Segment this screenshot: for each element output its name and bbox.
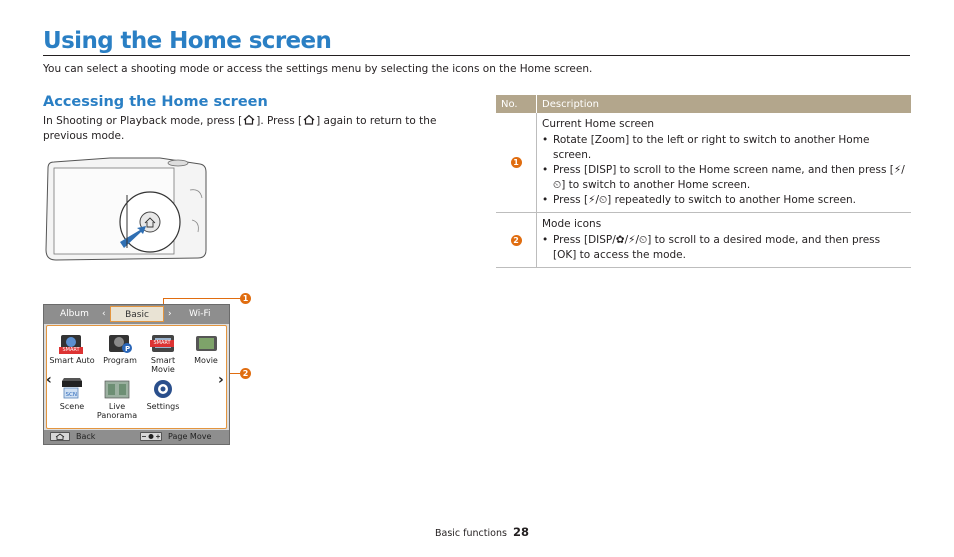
movie-icon xyxy=(193,332,219,354)
smart-auto-icon xyxy=(59,332,85,354)
live-panorama-icon xyxy=(104,378,130,400)
list-item: • Press [DISP] to scroll to the Home screen name, and then press [⚡/⏲] to switch to another Home screen. xyxy=(542,163,906,193)
callout-1-line xyxy=(163,298,241,299)
tab-basic: Basic xyxy=(125,310,149,320)
section-text-after: ] again to return to the previous mode. xyxy=(43,115,437,142)
row-title: Current Home screen xyxy=(542,118,655,130)
chevron-left-icon: ‹ xyxy=(102,309,106,319)
mode-label: Smart Auto xyxy=(49,356,95,365)
mode-label: Program xyxy=(103,356,137,365)
page-number: 28 xyxy=(512,525,529,539)
callout-1-badge: 1 xyxy=(511,157,522,168)
mode-label: Movie xyxy=(194,356,218,365)
page-footer xyxy=(435,525,529,541)
intro-text: You can select a shooting mode or access the settings menu by selecting the icons on the Home screen. xyxy=(43,63,593,75)
home-key-icon xyxy=(50,432,70,441)
program-icon xyxy=(107,332,133,354)
list-item: • Press [⚡/⏲] repeatedly to switch to another Home screen. xyxy=(542,193,906,208)
table-row xyxy=(496,213,911,268)
table-row-number xyxy=(496,213,537,268)
page-title: Using the Home screen xyxy=(43,28,332,54)
footer-section: Basic functions xyxy=(435,528,507,539)
screen-footer-bar xyxy=(44,430,229,444)
section-title: Accessing the Home screen xyxy=(43,94,268,110)
svg-text:P: P xyxy=(125,345,131,353)
section-text-before: In Shooting or Playback mode, press [ xyxy=(43,115,243,127)
table-header-no: No. xyxy=(496,95,537,113)
table-row xyxy=(496,113,911,213)
mode-smart-auto[interactable] xyxy=(48,332,96,365)
section-text-middle: ]. Press [ xyxy=(256,115,303,127)
callout-1-badge: 1 xyxy=(240,293,251,304)
list-item: • Press [DISP/✿/⚡/⏲] to scroll to a desired mode, and then press [OK] to access the mode. xyxy=(542,233,906,263)
callout-2-badge: 2 xyxy=(511,235,522,246)
smart-tag: SMART xyxy=(59,347,83,354)
tab-album[interactable]: Album xyxy=(60,309,89,319)
table-row-description xyxy=(537,213,912,268)
mode-grid xyxy=(46,325,227,429)
mode-label: Scene xyxy=(59,402,85,411)
description-table xyxy=(496,95,911,268)
footer-back-label: Back xyxy=(76,432,96,441)
mode-scene[interactable] xyxy=(48,378,96,411)
callout-2-badge: 2 xyxy=(240,368,251,379)
table-row-number xyxy=(496,113,537,213)
mode-label: Settings xyxy=(146,402,180,411)
camera-illustration xyxy=(40,150,215,280)
row-title: Mode icons xyxy=(542,218,602,230)
mode-label: Live Panorama xyxy=(96,402,138,420)
mode-live-panorama[interactable] xyxy=(93,378,141,420)
zoom-key-icon xyxy=(140,432,162,441)
scene-icon xyxy=(59,378,85,400)
row-bullets xyxy=(542,233,906,263)
tab-wifi[interactable]: Wi-Fi xyxy=(189,309,211,319)
mode-settings[interactable] xyxy=(139,378,187,411)
section-text xyxy=(43,114,473,144)
chevron-right-icon: › xyxy=(168,309,172,319)
table-row-description xyxy=(537,113,912,213)
page-left-arrow-icon[interactable]: ‹ xyxy=(46,372,52,388)
tab-basic-selected[interactable] xyxy=(110,306,164,322)
home-key-icon xyxy=(242,114,256,125)
table-header-row xyxy=(496,95,911,113)
mode-label: Smart Movie xyxy=(150,356,176,374)
row-bullets xyxy=(542,133,906,208)
mode-movie[interactable] xyxy=(182,332,230,365)
smart-tag: SMART xyxy=(150,340,174,347)
table-header-description: Description xyxy=(537,95,912,113)
screen-tab-bar xyxy=(44,305,229,324)
mode-program[interactable] xyxy=(96,332,144,365)
footer-page-move-label: Page Move xyxy=(168,432,212,441)
settings-icon xyxy=(150,378,176,400)
svg-text:SCN: SCN xyxy=(65,392,77,398)
home-key-icon xyxy=(302,114,316,125)
smart-movie-icon xyxy=(150,332,176,354)
title-divider xyxy=(43,55,910,56)
page-right-arrow-icon[interactable]: › xyxy=(218,372,224,388)
home-screen-mockup xyxy=(43,304,230,445)
callout-2-line xyxy=(230,373,240,374)
list-item: • Rotate [Zoom] to the left or right to switch to another Home screen. xyxy=(542,133,906,163)
mode-smart-movie[interactable] xyxy=(139,332,187,374)
